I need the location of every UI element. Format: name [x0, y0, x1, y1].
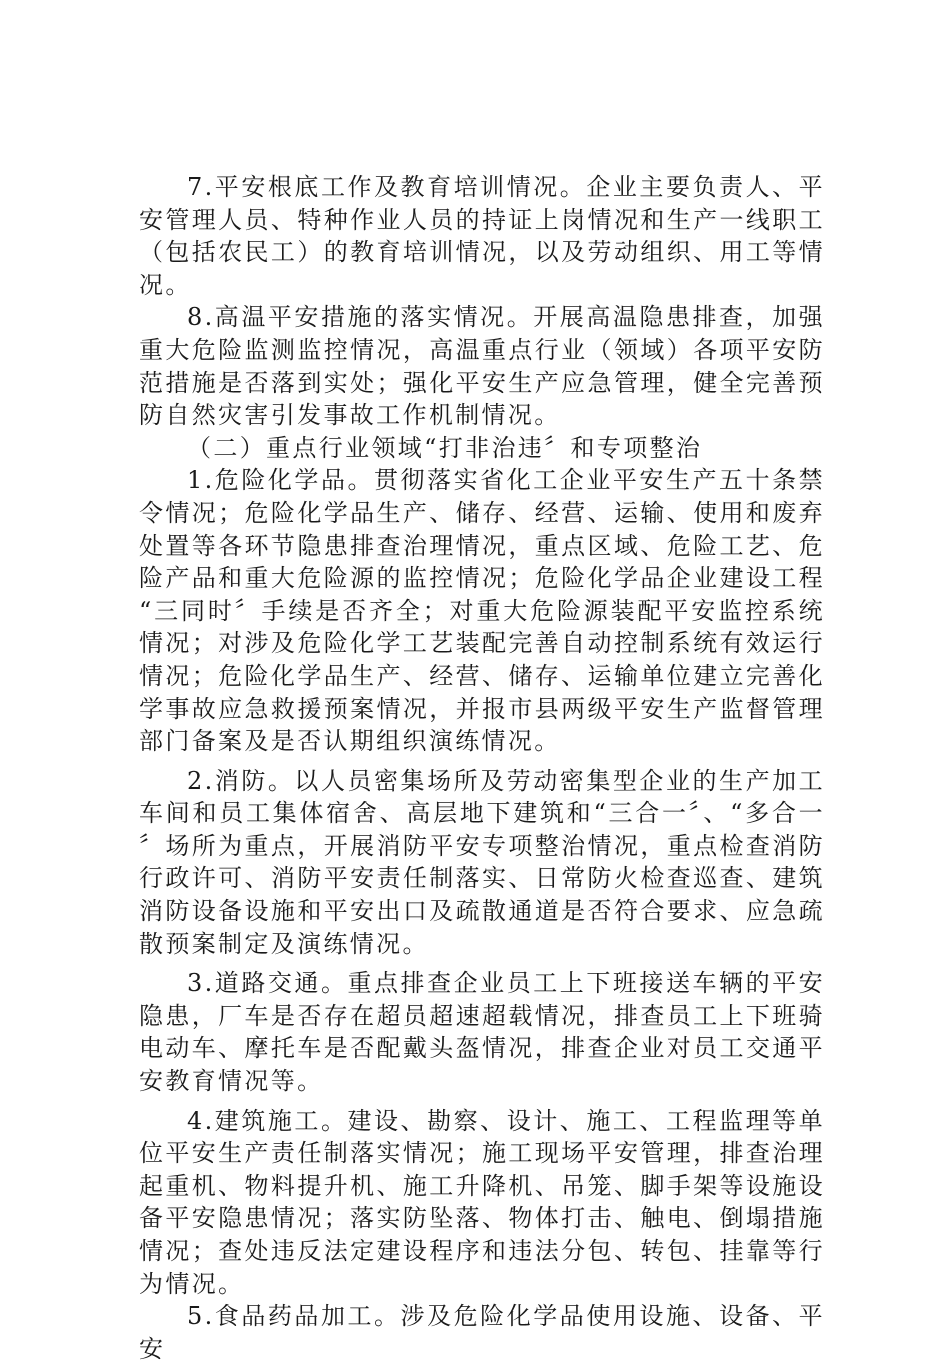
paragraph-item-fire-safety: 2.消防。以人员密集场所及劳动密集型企业的生产加工车间和员工集体宿舍、高层地下建筑和“三合一〞、“多合一〞场所为重点，开展消防平安专项整治情况，重点检查消防行政许可、消防平安责任制落实、日常防火检查巡查、建筑消防设备设施和平安出口及疏散通道是否符合要求、应急疏散预案制定及演练情况。: [139, 766, 825, 958]
paragraph-item-food-drug: 5.食品药品加工。涉及危险化学品使用设施、设备、平安: [139, 1302, 825, 1363]
paragraph-item-8: 8.高温平安措施的落实情况。开展高温隐患排查，加强重大危险监测监控情况，高温重点行业（领域）各项平安防范措施是否落到实处；强化平安生产应急管理，健全完善预防自然灾害引发事故工作机制情况。: [139, 303, 825, 430]
document-body: [139, 171, 825, 1365]
section-heading-2: （二）重点行业领域“打非治违〞和专项整治: [187, 433, 703, 462]
paragraph-item-road-traffic: 3.道路交通。重点排查企业员工上下班接送车辆的平安隐患，厂车是否存在超员超速超载情况，排查员工上下班骑电动车、摩托车是否配戴头盔情况，排查企业对员工交通平安教育情况等。: [139, 969, 825, 1096]
paragraph-item-hazardous-chemicals: 1.危险化学品。贯彻落实省化工企业平安生产五十条禁令情况；危险化学品生产、储存、经营、运输、使用和废弃处置等各环节隐患排查治理情况，重点区域、危险工艺、危险产品和重大危险源的监控情况；危险化学品企业建设工程“三同时〞手续是否齐全；对重大危险源装配平安监控系统情况；对涉及危险化学工艺装配完善自动控制系统有效运行情况；危险化学品生产、经营、储存、运输单位建立完善化学事故应急救援预案情况，并报市县两级平安生产监督管理部门备案及是否认期组织演练情况。: [139, 466, 825, 756]
paragraph-item-7: 7.平安根底工作及教育培训情况。企业主要负责人、平安管理人员、特种作业人员的持证上岗情况和生产一线职工（包括农民工）的教育培训情况，以及劳动组织、用工等情况。: [139, 173, 825, 299]
paragraph-item-construction: 4.建筑施工。建设、勘察、设计、施工、工程监理等单位平安生产责任制落实情况；施工现场平安管理，排查治理起重机、物料提升机、施工升降机、吊笼、脚手架等设施设备平安隐患情况；落实防坠落、物体打击、触电、倒塌措施情况；查处违反法定建设程序和违法分包、转包、挂靠等行为情况。: [139, 1106, 825, 1298]
